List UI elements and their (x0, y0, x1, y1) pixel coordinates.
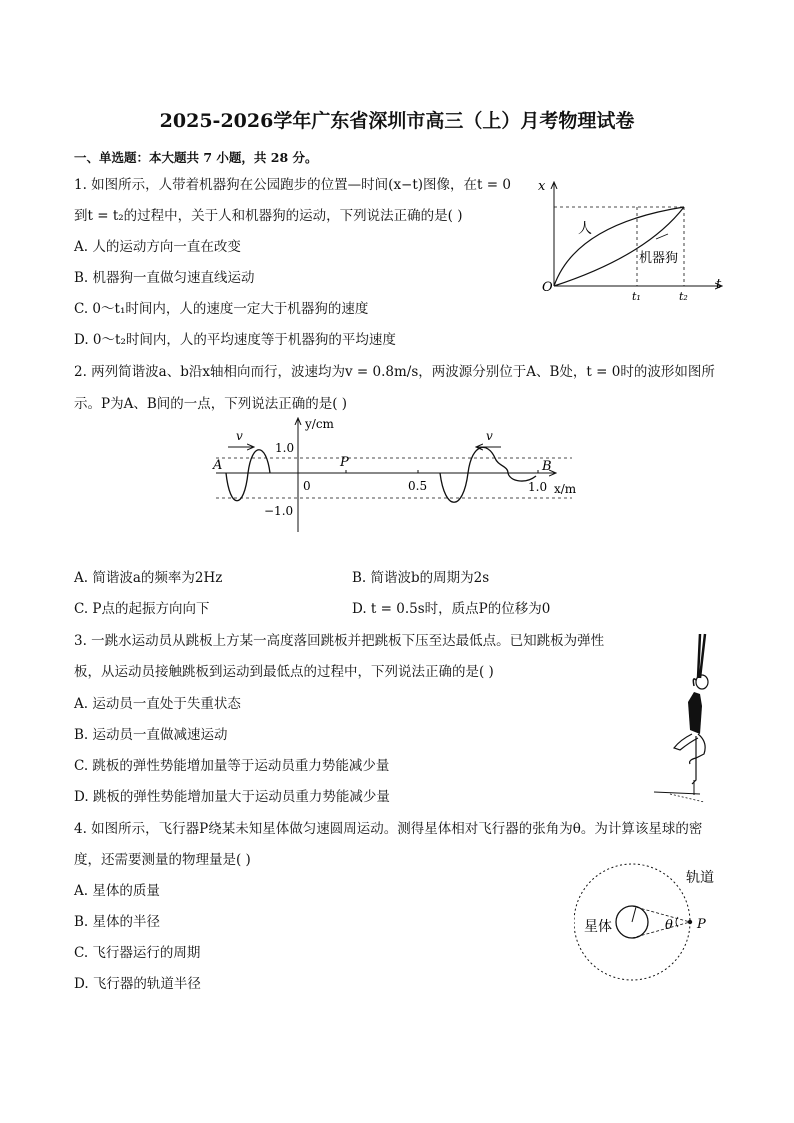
q2-label-b: B (542, 459, 552, 474)
q1-stem-line1: 1. 如图所示，人带着机器狗在公园跑步的位置—时间(x−t)图像，在t = 0 (74, 177, 511, 193)
q1-stem-line2: 到t = t₂的过程中，关于人和机器狗的运动，下列说法正确的是( ) (74, 208, 463, 224)
q1-graph-t2: t₂ (679, 290, 688, 303)
q1-dog-curve (554, 207, 684, 286)
q1-graph-y-label: x (538, 179, 546, 194)
q4-stem-line2: 度，还需要测量的物理量是( ) (74, 852, 251, 868)
q1-option-d: D. 0～t₂时间内，人的平均速度等于机器狗的平均速度 (74, 332, 396, 348)
q2-option-d: D. t = 0.5s时，质点P的位移为0 (352, 601, 551, 617)
q3-option-c: C. 跳板的弹性势能增加量等于运动员重力势能减少量 (74, 758, 390, 774)
q2-label-p: P (340, 455, 349, 470)
q1-graph-t1: t₁ (632, 290, 641, 303)
q2-x-one: 1.0 (528, 480, 548, 494)
q2-x-half: 0.5 (408, 479, 428, 493)
q1-person-curve (554, 207, 684, 286)
q1-option-a: A. 人的运动方向一直在改变 (74, 239, 241, 255)
q2-y-neg-tick: −1.0 (264, 504, 294, 518)
q2-label-a: A (213, 458, 223, 473)
q2-stem-line2: 示。P为A、B间的一点，下列说法正确的是( ) (74, 396, 348, 412)
q4-stem-line1: 4. 如图所示，飞行器P绕某未知星体做匀速圆周运动。测得星体相对飞行器的张角为θ。为计算该星球的密 (74, 821, 703, 837)
q3-option-b: B. 运动员一直做减速运动 (74, 727, 228, 743)
q2-y-axis-label: y/cm (305, 417, 334, 431)
section-heading: 一、单选题：本大题共 7 小题，共 28 分。 (74, 150, 318, 165)
q2-v-label-b: v (486, 429, 493, 443)
q1-graph-origin: O (542, 280, 553, 295)
q3-stem-line2: 板，从运动员接触跳板到运动到最低点的过程中，下列说法正确的是( ) (74, 664, 494, 680)
q2-v-label-a: v (236, 429, 243, 443)
q2-option-c: C. P点的起振方向向下 (74, 601, 210, 617)
q2-wave-a (226, 450, 270, 501)
q2-y-pos-tick: 1.0 (275, 441, 295, 455)
q2-option-a: A. 简谐波a的频率为2Hz (74, 570, 223, 586)
q2-option-b: B. 简谐波b的周期为2s (352, 570, 490, 586)
q3-diver-figure (650, 630, 722, 808)
q2-wave-b (440, 447, 536, 502)
q1-option-c: C. 0～t₁时间内，人的速度一定大于机器狗的速度 (74, 301, 369, 317)
q4-option-d: D. 飞行器的轨道半径 (74, 976, 201, 992)
q1-graph-dog-label: 机器狗 (639, 251, 679, 266)
q4-probe-point (688, 920, 692, 924)
q2-stem-line1: 2. 两列简谐波a、b沿x轴相向而行，波速均为v = 0.8m/s，两波源分别位于A、B处，t = 0时的波形如图所 (74, 364, 715, 380)
q4-orbit-figure (574, 860, 734, 990)
q1-graph-person-label: 人 (578, 221, 592, 237)
q3-stem-line1: 3. 一跳水运动员从跳板上方某一高度落回跳板并把跳板下压至达最低点。已知跳板为弹性 (74, 633, 605, 649)
q4-probe-label: P (697, 917, 706, 932)
q3-option-a: A. 运动员一直处于失重状态 (74, 696, 241, 712)
q4-option-a: A. 星体的质量 (74, 883, 160, 899)
q1-graph-x-label: t (716, 277, 722, 292)
q4-option-c: C. 飞行器运行的周期 (74, 945, 201, 961)
q1-position-time-graph (536, 176, 732, 306)
q4-option-b: B. 星体的半径 (74, 914, 161, 930)
q1-option-b: B. 机器狗一直做匀速直线运动 (74, 270, 255, 286)
q4-angle-label: θ (665, 918, 673, 933)
page-title: 2025-2026学年广东省深圳市高三（上）月考物理试卷 (159, 110, 635, 132)
q4-orbit-label: 轨道 (686, 870, 714, 886)
q2-wave-graph (208, 414, 588, 536)
q3-option-d: D. 跳板的弹性势能增加量大于运动员重力势能减少量 (74, 789, 390, 805)
q2-x-zero: 0 (303, 479, 311, 493)
q4-planet-label: 星体 (584, 919, 612, 935)
q2-x-axis-label: x/m (554, 482, 577, 496)
